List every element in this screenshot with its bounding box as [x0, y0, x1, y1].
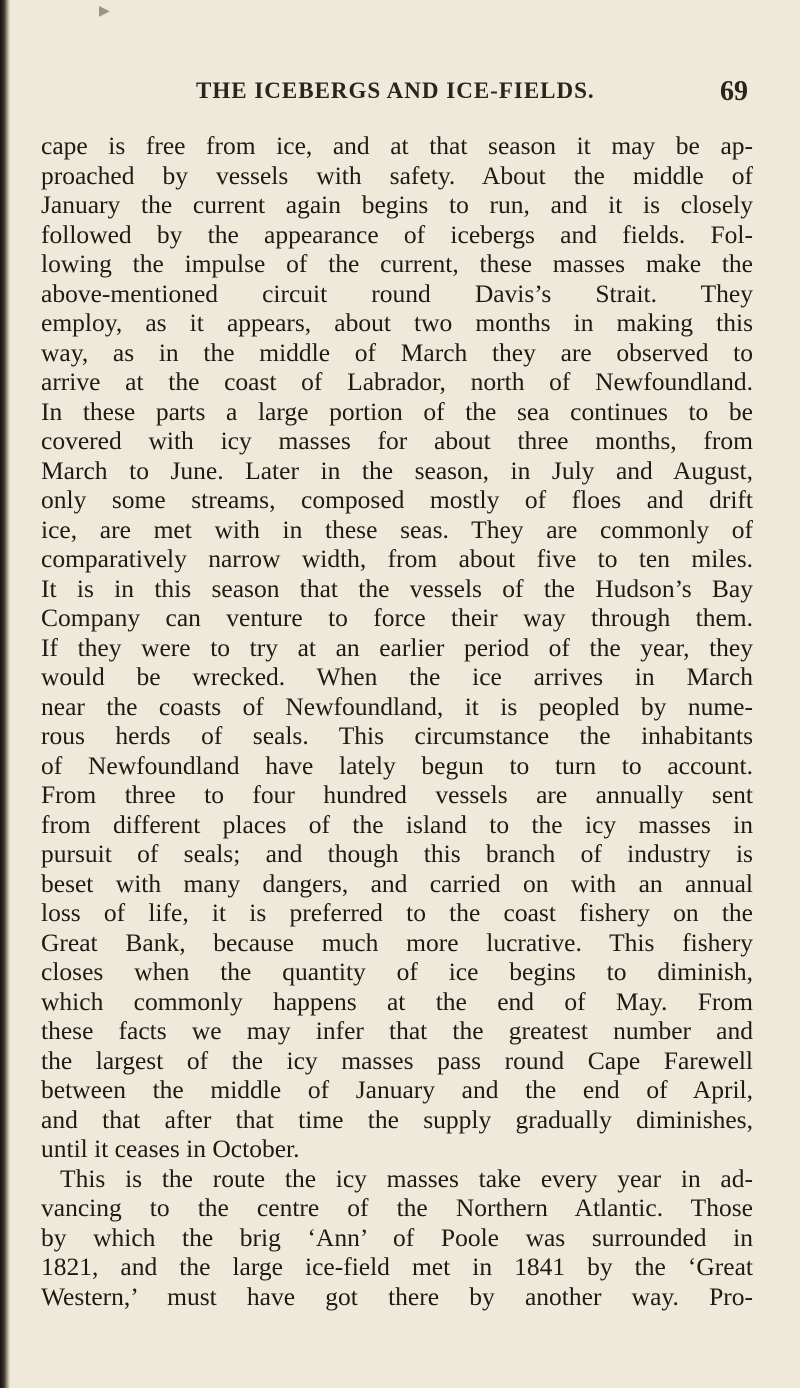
text-line: arrive at the coast of Labrador, north of Newfoundland. — [41, 367, 753, 396]
text-line: pursuit of seals; and though this branch of industry is — [41, 839, 753, 868]
text-line: of Newfoundland have lately begun to turn to account. — [41, 750, 753, 780]
text-line: comparatively narrow width, from about five to ten miles. — [41, 544, 753, 573]
body-text — [41, 131, 753, 1311]
text-line: lowing the impulse of the current, these masses make the — [41, 249, 753, 278]
text-line: ice, are met with in these seas. They are commonly of — [41, 514, 753, 544]
text-line: these facts we may infer that the greatest number and — [41, 1016, 753, 1045]
text-line: by which the brig ‘Ann’ of Poole was surrounded in — [41, 1222, 753, 1252]
text-line: closes when the quantity of ice begins to diminish, — [41, 957, 753, 986]
text-line: from different places of the island to the icy masses in — [41, 809, 753, 839]
text-line: loss of life, it is preferred to the coast fishery on the — [41, 898, 753, 927]
text-line: In these parts a large portion of the sea continues to be — [41, 396, 753, 426]
running-title: THE ICEBERGS AND ICE-FIELDS. — [196, 78, 595, 103]
page-number: 69 — [720, 76, 748, 107]
text-line: covered with icy masses for about three months, from — [41, 426, 753, 455]
text-line-paragraph-end: until it ceases in October. — [41, 1134, 300, 1163]
binding-gutter-shadow — [0, 0, 10, 1388]
text-line: March to June. Later in the season, in July and August, — [41, 455, 753, 485]
arrow-mark-icon: ▶ — [99, 4, 110, 19]
text-line: 1821, and the large ice-field met in 1841 by the ‘Great — [41, 1252, 753, 1281]
text-line: Western,’ must have got there by another way. Pro- — [41, 1281, 753, 1311]
text-line: and that after that time the supply gradually diminishes, — [41, 1104, 753, 1134]
page-header — [0, 78, 800, 112]
text-line: near the coasts of Newfoundland, it is peopled by nume- — [41, 691, 753, 721]
text-line: which commonly happens at the end of May. From — [41, 986, 753, 1016]
text-line: only some streams, composed mostly of floes and drift — [41, 485, 753, 514]
text-line: would be wrecked. When the ice arrives in March — [41, 662, 753, 691]
text-line: cape is free from ice, and at that season it may be ap- — [41, 131, 753, 160]
text-line: rous herds of seals. This circumstance the inhabitants — [41, 721, 753, 750]
text-line: January the current again begins to run, and it is closely — [41, 190, 753, 219]
text-line: employ, as it appears, about two months in making this — [41, 308, 753, 337]
text-line: Great Bank, because much more lucrative. This fishery — [41, 927, 753, 957]
text-line: between the middle of January and the end of April, — [41, 1075, 753, 1104]
text-line: From three to four hundred vessels are annually sent — [41, 780, 753, 809]
text-line: beset with many dangers, and carried on with an annual — [41, 868, 753, 898]
text-line: It is in this season that the vessels of the Hudson’s Bay — [41, 573, 753, 603]
text-line: vancing to the centre of the Northern Atlantic. Those — [41, 1193, 753, 1222]
text-line: way, as in the middle of March they are observed to — [41, 337, 753, 367]
text-line: above-mentioned circuit round Davis’s Strait. They — [41, 278, 753, 308]
text-line: proached by vessels with safety. About the middle of — [41, 160, 753, 190]
text-line: the largest of the icy masses pass round Cape Farewell — [41, 1045, 753, 1075]
text-line-paragraph-start: This is the route the icy masses take every year in ad- — [60, 1163, 753, 1193]
text-line: followed by the appearance of icebergs and fields. Fol- — [41, 219, 753, 249]
text-line: If they were to try at an earlier period of the year, they — [41, 632, 753, 662]
text-line: Company can venture to force their way through them. — [41, 603, 753, 632]
